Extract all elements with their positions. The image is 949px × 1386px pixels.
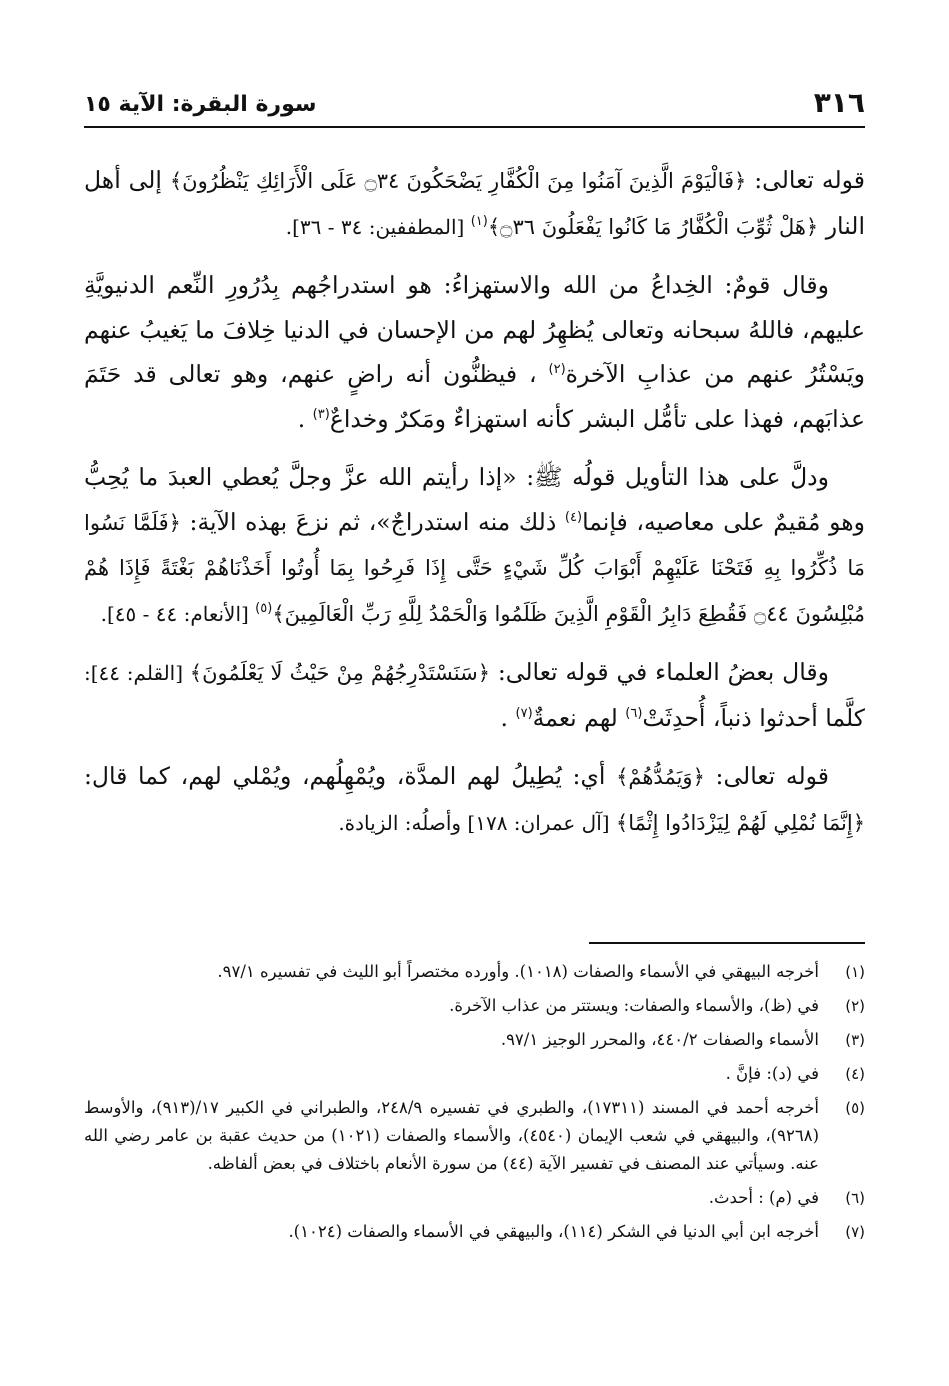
text-segment: وقال قومٌ: الخِداعُ من الله والاستهزاءُ: هو استدراجُهم بِدُرُورِ النِّعم الدنيويَّةِ عليهم، فاللهُ سبحانه وتعالى يُظهِرُ لهم من الإحسان في الدنيا خِلافَ ما يَغيبُ عنهم ويَسْتُرُ عنهم من عذابِ الآخرة xyxy=(84,271,865,388)
footnote-marker[interactable]: (٤) xyxy=(564,509,583,525)
verse-reference: [آل عمران: ١٧٨] وأصلُه: الزيادة. xyxy=(338,810,616,835)
footnote-marker[interactable]: (٦) xyxy=(625,705,643,721)
paragraph-3 xyxy=(84,455,865,636)
text-segment: قوله تعالى: xyxy=(704,762,830,790)
footnote-marker[interactable]: (٧) xyxy=(515,705,533,721)
footnote-marker[interactable]: (٥) xyxy=(255,600,273,616)
verse-reference: [الأنعام: ٤٤ - ٤٥]. xyxy=(100,601,256,626)
footnote-item xyxy=(84,1094,865,1178)
text-segment: . xyxy=(297,404,313,433)
paragraph-2 xyxy=(84,263,865,441)
footnote-item xyxy=(84,1060,865,1088)
text-segment: إلى أهل النار xyxy=(84,166,865,240)
footnote-marker[interactable]: (٢) xyxy=(548,362,566,378)
footnote-marker[interactable]: (٣) xyxy=(312,406,330,422)
footnote-text: أخرجه البيهقي في الأسماء والصفات (١٠١٨). وأورده مختصراً أبو الليث في تفسيره ٩٧/١. xyxy=(217,962,819,981)
footnote-number: (٢) xyxy=(845,997,865,1015)
footnote-text: أخرجه أحمد في المسند (١٧٣١١)، والطبري في تفسيره ٢٤٨/٩، والطبراني في الكبير ١٧/(٩١٣)، والأوسط (٩٢٦٨)، والبيهقي في شعب الإيمان (٤٥٤٠)، والأسماء والصفات (١٠٢١) من حديث عقبة بن عامر رضي الله عنه. وسيأتي عند المصنف في تفسير الآية (٤٤) من سورة الأنعام باختلاف في بعض ألفاظه. xyxy=(84,1098,819,1173)
quran-verse: ﴿فَلَمَّا نَسُوا مَا ذُكِّرُوا بِهِ فَتَحْنَا عَلَيْهِمْ أَبْوَابَ كُلِّ شَيْءٍ حَتَّى إِذَا فَرِحُوا بِمَا أُوتُوا أَخَذْنَاهُمْ بَغْتَةً فَإِذَا هُمْ مُبْلِسُونَ ۝٤٤ فَقُطِعَ دَابِرُ الْقَوْمِ الَّذِينَ ظَلَمُوا وَالْحَمْدُ لِلَّهِ رَبِّ الْعَالَمِينَ﴾ xyxy=(84,510,865,626)
footnote-text: الأسماء والصفات ٤٤٠/٢، والمحرر الوجيز ٩٧/١. xyxy=(500,1030,819,1049)
page-header xyxy=(84,86,865,128)
text-segment: ذلك منه استدراجٌ»، ثم نزعَ بهذه الآية: xyxy=(180,507,565,536)
page-number: ٣١٦ xyxy=(813,86,865,119)
quran-verse: ﴿فَالْيَوْمَ الَّذِينَ آمَنُوا مِنَ الْكُفَّارِ يَضْحَكُونَ ۝٣٤ عَلَى الْأَرَائِكِ يَنْظُرُونَ﴾ xyxy=(169,169,747,193)
footnote-number: (٤) xyxy=(845,1065,865,1083)
footnote-divider xyxy=(589,942,865,944)
text-segment: أي: يُطِيلُ لهم المدَّة، ويُمْهِلُهم، ويُمْلي لهم، كما قال: xyxy=(84,762,617,790)
footnote-number: (٧) xyxy=(845,1223,865,1241)
footnote-number: (٥) xyxy=(845,1099,865,1117)
text-segment: قوله تعالى: xyxy=(746,166,866,194)
main-text xyxy=(84,158,865,859)
footnote-item xyxy=(84,1026,865,1054)
quran-verse: ﴿سَنَسْتَدْرِجُهُمْ مِنْ حَيْثُ لَا يَعْلَمُونَ﴾ xyxy=(189,661,491,685)
footnote-item xyxy=(84,958,865,986)
footnote-text: في (ظ)، والأسماء والصفات: ويستتر من عذاب الآخرة. xyxy=(449,996,819,1015)
quran-verse: ﴿إِنَّمَا نُمْلِي لَهُمْ لِيَزْدَادُوا إِثْمًا﴾ xyxy=(615,810,865,835)
footnote-marker[interactable]: (١) xyxy=(470,213,488,229)
running-title: سورة البقرة: الآية ١٥ xyxy=(84,92,317,117)
verse-reference: [القلم: ٤٤]: xyxy=(84,661,190,685)
text-segment: وقال بعضُ العلماء في قوله تعالى: xyxy=(490,658,829,686)
footnote-number: (٦) xyxy=(845,1189,865,1207)
text-segment: . xyxy=(500,703,516,732)
text-segment: كلَّما أحدثوا ذنباً، أُحدِثَتْ xyxy=(642,703,865,732)
paragraph-4 xyxy=(84,650,865,740)
paragraph-5 xyxy=(84,754,865,845)
footnote-item xyxy=(84,1184,865,1212)
text-segment: ، فيظنُّون أنه راضٍ عنهم، وهو تعالى قد حَتَمَ عذابَهم، فهذا على تأمُّل البشر كأنه استهزاءٌ ومَكرٌ وخداعٌ xyxy=(84,360,865,433)
verse-reference: [المطففين: ٣٤ - ٣٦]. xyxy=(285,214,471,239)
footnote-text: في (م) : أحدث. xyxy=(708,1188,819,1207)
text-segment: لهم نعمةٌ xyxy=(532,703,626,732)
quran-verse: ﴿هَلْ ثُوِّبَ الْكُفَّارُ مَا كَانُوا يَفْعَلُونَ ۝٣٦﴾ xyxy=(487,214,819,239)
paragraph-1 xyxy=(84,158,865,249)
footnote-text: أخرجه ابن أبي الدنيا في الشكر (١١٤)، والبيهقي في الأسماء والصفات (١٠٢٤). xyxy=(288,1222,819,1241)
footnote-number: (٣) xyxy=(845,1031,865,1049)
footnote-text: في (د): فإنَّ . xyxy=(725,1064,819,1083)
text-segment: ودلَّ على هذا التأويل قولُه ﷺ: «إذا رأيتم الله عزَّ وجلَّ يُعطي العبدَ ما يُحِبُّ وهو مُقيمٌ على معاصيه، فإنما xyxy=(84,463,865,536)
quran-verse: ﴿وَيَمُدُّهُمْ﴾ xyxy=(616,765,705,789)
footnote-item xyxy=(84,1218,865,1246)
footnotes xyxy=(84,958,865,1252)
footnote-number: (١) xyxy=(845,963,865,981)
footnote-item xyxy=(84,992,865,1020)
